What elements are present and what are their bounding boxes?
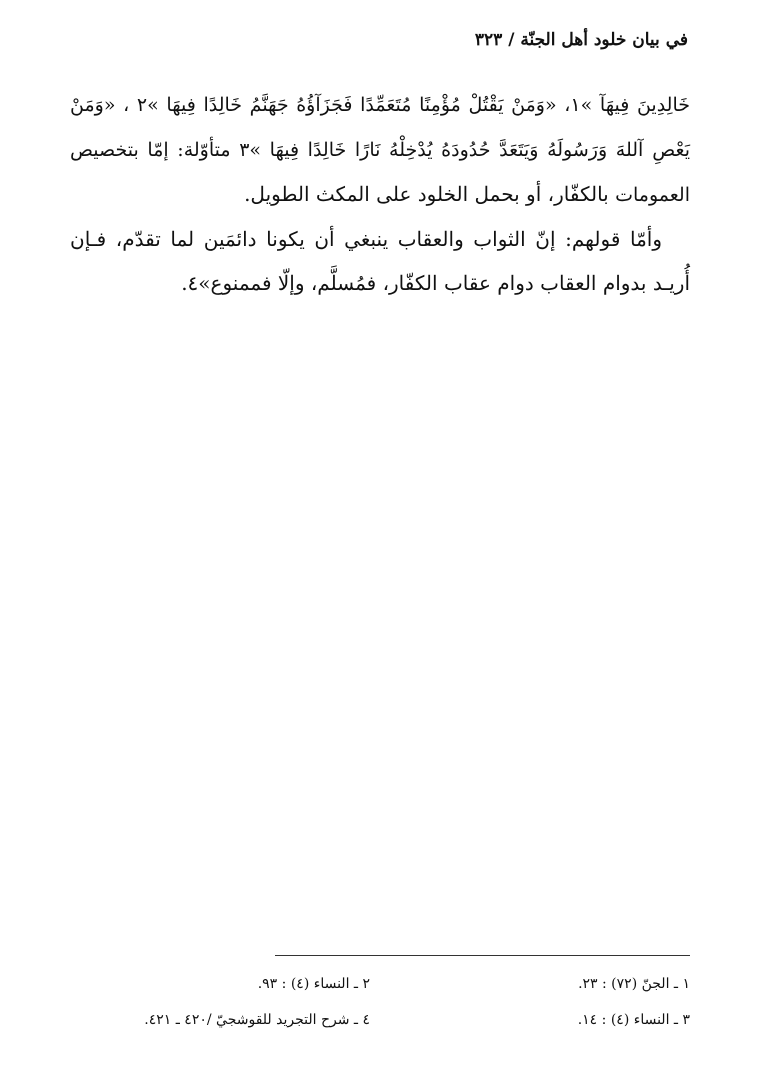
footnote-1: ١ ـ الجنّ (٧٢) : ٢٣. bbox=[578, 976, 690, 992]
footnote-3: ٣ ـ النساء (٤) : ١٤. bbox=[577, 1012, 690, 1028]
text-line: خَالِدِينَ فِيهَآ »١، «وَمَنْ يَقْتُلْ مُؤْمِنًا مُتَعَمِّدًا فَجَزَآؤُهُ جَهَنَّمُ خَالِدًا فِيهَا »٢ ، «وَمَنْ يَعْصِ bbox=[70, 94, 690, 161]
text-line: آللهَ وَرَسُولَهُ وَيَتَعَدَّ حُدُودَهُ يُدْخِلْهُ نَارًا خَالِدًا فِيهَا »٣ متأوّلة: إمّا بتخصيص العمومات bbox=[70, 139, 690, 206]
paragraph-2 bbox=[70, 217, 690, 305]
paragraph-1 bbox=[70, 82, 690, 217]
text-line: وأمّا قولهم: إنّ الثواب والعقاب ينبغي أن يكونا دائمَين لما تقدّم، فـإن أُريـد bbox=[70, 227, 690, 295]
footnote-divider bbox=[275, 955, 690, 956]
text-line: بالكفّار، أو بحمل الخلود على المكث الطويل. bbox=[244, 182, 609, 206]
footnote-row bbox=[70, 1002, 690, 1038]
footnote-row bbox=[70, 966, 690, 1002]
footnote-4: ٤ ـ شرح التجريد للقوشجيّ /٤٢٠ ـ ٤٢١. bbox=[144, 1012, 370, 1028]
main-text bbox=[70, 82, 690, 305]
text-line: بدوام العقاب دوام عقاب الكفّار، فمُسلَّم، وإلّا فممنوع»٤. bbox=[181, 271, 647, 295]
footnotes bbox=[70, 966, 690, 1038]
running-header: في بيان خلود أهل الجنّة / ٣٢٣ bbox=[474, 30, 688, 50]
footnote-2: ٢ ـ النساء (٤) : ٩٣. bbox=[257, 976, 370, 992]
